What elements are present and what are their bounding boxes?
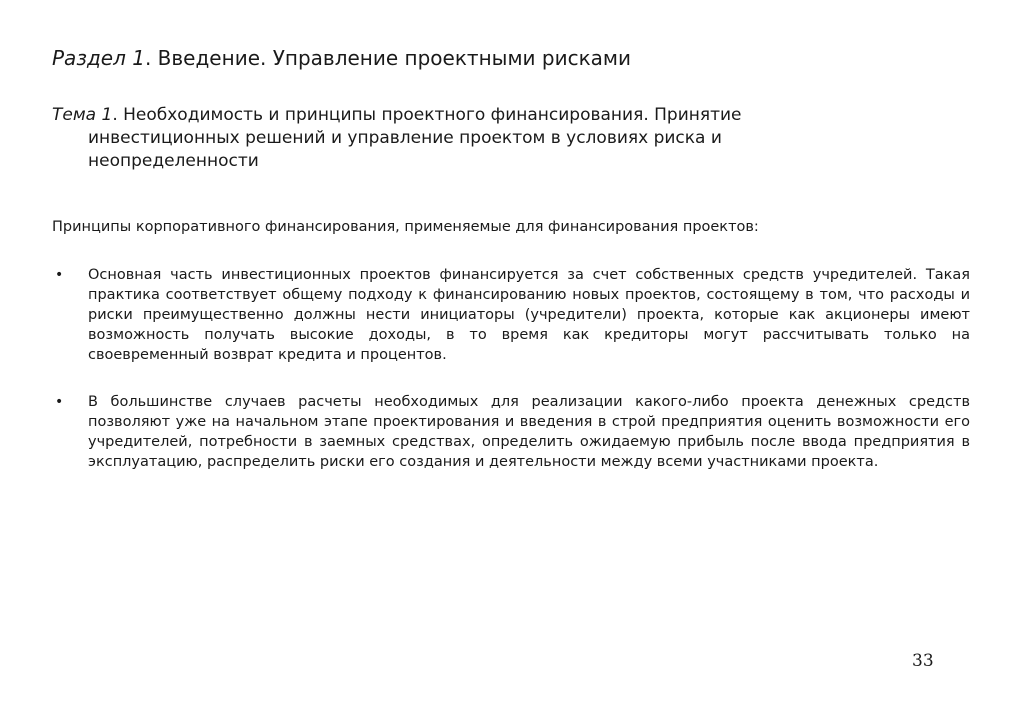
list-item-text: Основная часть инвестиционных проектов финансируется за счет собственных средств учредителей. Такая практика соответствует общему подходу к финансированию новых проектов, состоящему в том, что расходы и риски преимущественно должны нести инициаторы (учредители) проекта, которые как акционеры имеют возможность получать высокие доходы, в то время как кредиторы могут рассчитывать только на своевременный возврат кредита и процентов. [88, 267, 970, 363]
topic-heading [52, 104, 932, 173]
topic-label: Тема 1 [52, 105, 113, 125]
topic-line-3: неопределенности [88, 151, 259, 171]
list-item [52, 392, 970, 472]
section-title-text: . Введение. Управление проектными рисками [144, 46, 631, 70]
bullet-icon: • [55, 267, 64, 283]
topic-line-1 [52, 104, 932, 127]
topic-line-2: инвестиционных решений и управление проектом в условиях риска и [88, 128, 722, 148]
list-item [52, 265, 970, 365]
page-number: 33 [912, 651, 934, 671]
bullet-icon: • [55, 394, 64, 410]
list-item-text: В большинстве случаев расчеты необходимых для реализации какого-либо проекта денежных средств позволяют уже на начальном этапе проектирования и введения в строй предприятия оценить возможности его учредителей, потребности в заемных средствах, определить ожидаемую прибыль после ввода предприятия в эксплуатацию, распределить риски его создания и деятельности между всеми участниками проекта. [88, 394, 970, 470]
section-label: Раздел 1 [52, 46, 145, 70]
section-heading [52, 44, 982, 72]
intro-paragraph: Принципы корпоративного финансирования, применяемые для финансирования проектов: [52, 219, 759, 235]
topic-line-1-text: . Необходимость и принципы проектного финансирования. Принятие [112, 105, 742, 125]
bullet-list [52, 265, 970, 499]
